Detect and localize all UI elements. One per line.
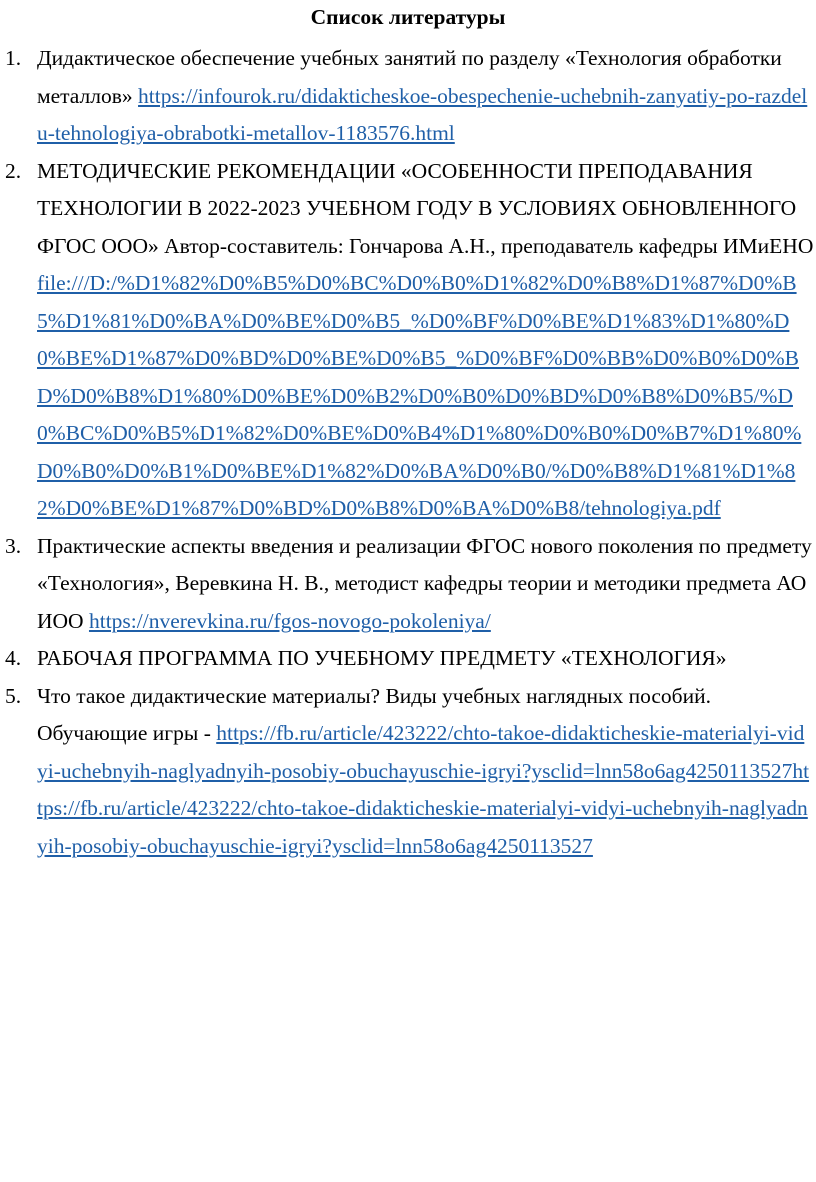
reference-link[interactable]: https://infourok.ru/didakticheskoe-obespechenie-uchebnih-zanyatiy-po-razdelu-tehnologiya-obrabotki-metallov-1183576.html (37, 83, 808, 145)
reference-list (0, 40, 816, 865)
reference-number: 2. (5, 158, 22, 183)
reference-text: Практические аспекты введения и реализации ФГОС нового поколения по предмету «Технология», Веревкина Н. В., методист кафедры теории и методики предмета АО ИОО (37, 533, 812, 633)
reference-text: Что такое дидактические материалы? Виды учебных наглядных пособий. Обучающие игры - (37, 683, 711, 745)
reference-text: РАБОЧАЯ ПРОГРАММА ПО УЧЕБНОМУ ПРЕДМЕТУ «ТЕХНОЛОГИЯ» (37, 646, 727, 670)
reference-link[interactable]: https://nverevkina.ru/fgos-novogo-pokoleniya/ (88, 608, 491, 633)
reference-text: Дидактическое обеспечение учебных занятий по разделу «Технология обработки металлов» (37, 46, 782, 108)
reference-item (0, 640, 816, 678)
page-title: Список литературы (310, 5, 506, 29)
reference-number: 3. (5, 533, 22, 558)
reference-item (0, 678, 816, 866)
reference-item (0, 153, 816, 528)
reference-text: МЕТОДИЧЕСКИЕ РЕКОМЕНДАЦИИ «ОСОБЕННОСТИ ПРЕПОДАВАНИЯ ТЕХНОЛОГИИ В 2022-2023 УЧЕБНОМ ГОДУ В УСЛОВИЯХ ОБНОВЛЕННОГО ФГОС ООО» Автор-составитель: Гончарова А.Н., преподаватель кафедры ИМиЕНО (37, 158, 814, 258)
reference-item (0, 528, 816, 641)
reference-number: 5. (5, 683, 22, 708)
reference-link[interactable]: file:///D:/%D1%82%D0%B5%D0%BC%D0%B0%D1%82%D0%B8%D1%87%D0%B5%D1%81%D0%BA%D0%BE%D0%B5_%D0%BF%D0%BE%D1%83%D1%80%D0%BE%D1%87%D0%BD%D0%BE%D0%B5_%D0%BF%D0%BB%D0%B0%D0%BD%D0%B8%D1%80%D0%BE%D0%B2%D0%B0%D0%BD%D0%B8%D0%B5/%D0%BC%D0%B5%D1%82%D0%BE%D0%B4%D1%80%D0%B0%D0%B7%D1%80%D0%B0%D0%B1%D0%BE%D1%82%D0%BA%D0%B0/%D0%B8%D1%81%D1%82%D0%BE%D1%87%D0%BD%D0%B8%D0%BA%D0%B8/tehnologiya.pdf (37, 271, 802, 520)
reference-number: 1. (5, 46, 22, 70)
reference-item (0, 40, 816, 153)
reference-link[interactable]: https://fb.ru/article/423222/chto-takoe-didakticheskie-materialyi-vidyi-uchebnyih-naglyadnyih-posobiy-obuchayuschie-igryi?ysclid=lnn58o6ag4250113527https://fb.ru/article/423222/chto-takoe-didakticheskie-materialyi-vidyi-uchebnyih-naglyadnyih-posobiy-obuchayuschie-igryi?ysclid=lnn58o6ag4250113527 (37, 721, 810, 858)
reference-number: 4. (5, 646, 22, 670)
